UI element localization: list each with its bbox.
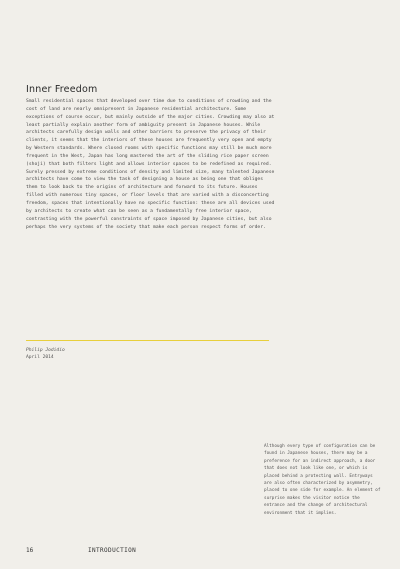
author-name: Philip Jodidio xyxy=(26,348,65,353)
image-caption: Although every type of configuration can be found in Japanese houses, there may be a preference for an indirect approach, a door that does not look like one, or which is placed behind a protecting wall. Entryways are also often characterized by asymmetry, placed to one side for example. An element of surprise makes the visitor notice the entrance and the change of architectural environment that it implies. xyxy=(264,444,381,516)
signature-block xyxy=(26,347,65,361)
page-number: 16 xyxy=(26,547,34,554)
section-title: Inner Freedom xyxy=(26,84,98,95)
body-paragraph: Small residential spaces that developed over time due to conditions of crowding and the cost of land are nearly omnipresent in Japanese residential architecture. Some exceptions of course occur, but mainly outside of the major cities. Crowding may also at least partially explain another form of ambiguity present in Japanese houses. While architects carefully design walls and other barriers to preserve the privacy of their clients, it seems that the interiors of these houses are frequently very open and empty by Western standards. Where closed rooms with specific functions may still be much more frequent in the West, Japan has long mastered the art of the sliding rice paper screen (shoji) that both filters light and allows interior spaces to be redefined as required. Surely pressed by extreme conditions of density and limited size, many talented Japanese architects have come to view the task of designing a house as being one that obliges them to look back to the origins of architecture and forward to its future. Houses filled with numerous tiny spaces, or floor levels that are varied with a disconcerting freedom, spaces that intentionally have no specific function: these are all devices used by architects to create what can be seen as a fundamentally free interior space, contrasting with the powerful constraints of space imposed by Japanese cities, but also perhaps the very systems of the society that make each person respect forms of order. xyxy=(26,99,275,230)
accent-divider xyxy=(26,340,269,341)
publication-date: April 2014 xyxy=(26,355,54,360)
running-section-title: INTRODUCTION xyxy=(88,547,137,554)
